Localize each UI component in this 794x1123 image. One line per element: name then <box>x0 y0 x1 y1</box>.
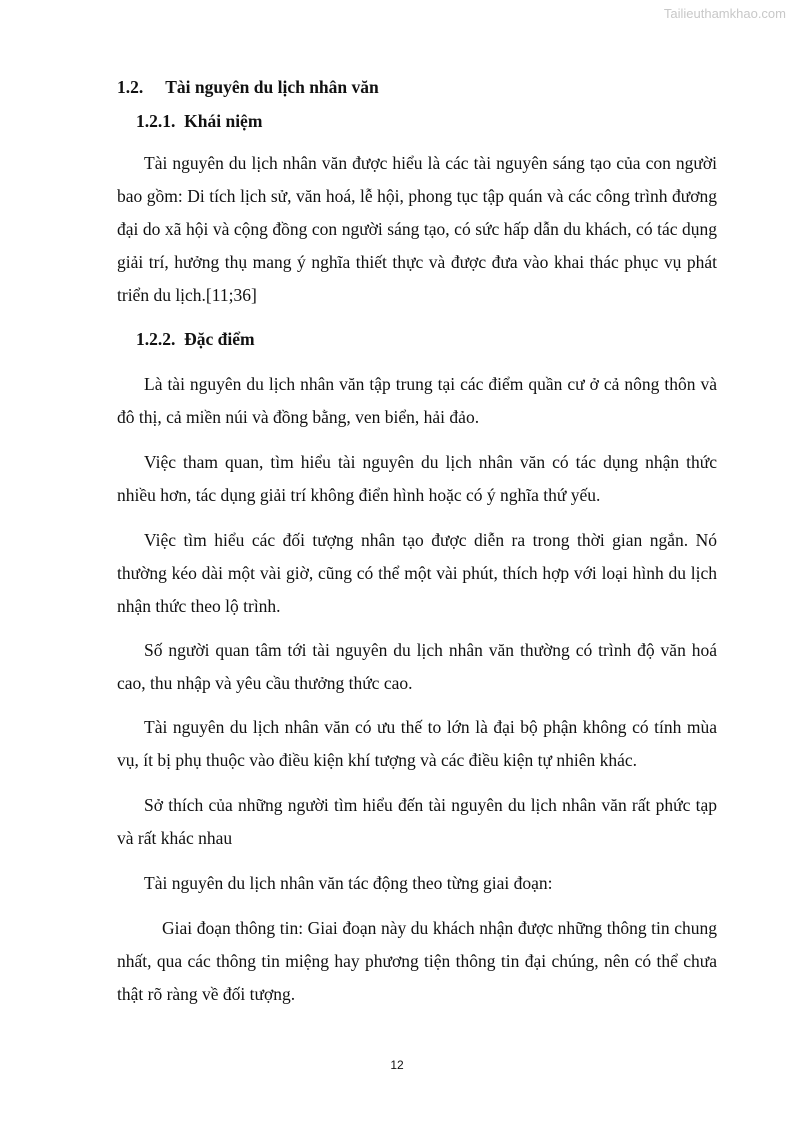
paragraph: Tài nguyên du lịch nhân văn có ưu thế to lớn là đại bộ phận không có tính mùa vụ, ít bị phụ thuộc vào điều kiện khí tượng và các điều kiện tự nhiên khác. <box>117 717 717 770</box>
page-number: 12 <box>390 1058 404 1072</box>
section-title: Tài nguyên du lịch nhân văn <box>165 77 379 97</box>
paragraph: Tài nguyên du lịch nhân văn được hiểu là các tài nguyên sáng tạo của con người bao gồm: Di tích lịch sử, văn hoá, lễ hội, phong tục tập quán và các công trình đương đại do xã hội và cộng đồng con người sáng tạo, có sức hấp dẫn du khách, có tác dụng giải trí, hưởng thụ mang ý nghĩa thiết thực và được đưa vào khai thác phục vụ phát triển du lịch.[11;36] <box>117 153 717 305</box>
paragraph: Tài nguyên du lịch nhân văn tác động theo từng giai đoạn: <box>144 873 553 893</box>
watermark: Tailieuthamkhao.com <box>663 6 786 21</box>
subsection-heading-features <box>136 323 255 356</box>
paragraph: Việc tham quan, tìm hiểu tài nguyên du lịch nhân văn có tác dụng nhận thức nhiều hơn, tác dụng giải trí không điển hình hoặc có ý nghĩa thứ yếu. <box>117 452 717 505</box>
subsection-title: Khái niệm <box>184 111 263 131</box>
subsection-heading-concept <box>136 105 262 138</box>
paragraph: Giai đoạn thông tin: Giai đoạn này du khách nhận được những thông tin chung nhất, qua các thông tin miệng hay phương tiện thông tin đại chúng, nên có thể chưa thật rõ ràng về đối tượng. <box>117 918 717 1004</box>
paragraph: Số người quan tâm tới tài nguyên du lịch nhân văn thường có trình độ văn hoá cao, thu nhập và yêu cầu thưởng thức cao. <box>117 640 717 693</box>
subsection-number: 1.2.2. <box>136 329 176 349</box>
section-number: 1.2. <box>117 77 144 97</box>
subsection-number: 1.2.1. <box>136 111 176 131</box>
paragraph: Là tài nguyên du lịch nhân văn tập trung tại các điểm quần cư ở cả nông thôn và đô thị, cả miền núi và đồng bằng, ven biển, hải đảo. <box>117 374 717 427</box>
section-heading <box>117 71 379 104</box>
subsection-title: Đặc điểm <box>184 329 255 349</box>
paragraph: Việc tìm hiểu các đối tượng nhân tạo được diễn ra trong thời gian ngắn. Nó thường kéo dài một vài giờ, cũng có thể một vài phút, thích hợp với loại hình du lịch nhận thức theo lộ trình. <box>117 530 717 616</box>
paragraph: Sở thích của những người tìm hiểu đến tài nguyên du lịch nhân văn rất phức tạp và rất khác nhau <box>117 795 717 848</box>
